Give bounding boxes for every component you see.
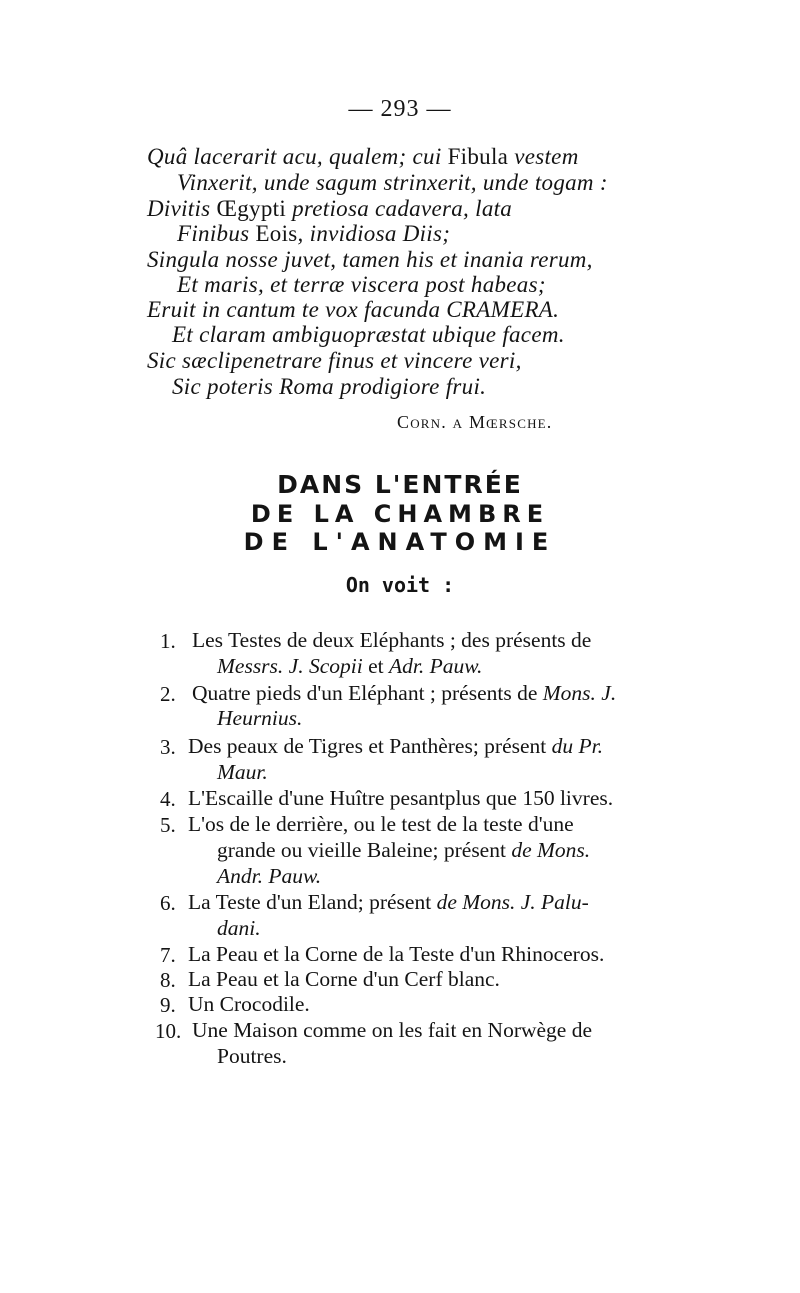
item-3-text: Des peaux de Tigres et Panthères; présent <box>188 734 552 758</box>
item-4-line-1: L'Escaille d'une Huître pesantplus que 150 livres. <box>188 786 614 810</box>
poem-line-4-part-b: Eois <box>255 221 298 246</box>
item-number: 10. <box>155 1019 182 1043</box>
poem-line-3-part-a: Divitis <box>147 196 217 221</box>
poem-line-7: Eruit in cantum te vox facunda CRAMERA. <box>147 297 560 322</box>
item-number: 9. <box>160 993 176 1017</box>
section-heading-line-3: DE L'ANATOMIE <box>243 528 557 556</box>
poem-line-4-part-a: Finibus <box>177 221 256 246</box>
poem-line-3 <box>147 196 512 222</box>
item-10-line-2: Poutres. <box>217 1044 287 1068</box>
item-3-line-2: Maur. <box>217 760 268 784</box>
poem-signature: Corn. a Mœrsche. <box>397 412 553 432</box>
poem-line-8: Et claram ambiguopræstat ubique facem. <box>172 322 565 347</box>
item-3-donor: du Pr. <box>551 734 604 758</box>
poem-line-1-part-c: vestem <box>508 144 579 169</box>
poem-line-4 <box>177 221 450 247</box>
item-6-text: La Teste d'un Eland; présent <box>188 890 437 914</box>
poem-line-4-part-c: , invidiosa Diis; <box>297 221 451 246</box>
section-heading-line-1: DANS L'ENTRÉE <box>277 470 523 499</box>
section-heading-line-2: DE LA CHAMBRE <box>250 500 550 528</box>
item-5-text: grande ou vieille Baleine; présent <box>217 838 512 862</box>
item-10-line-1: Une Maison comme on les fait en Norwège de <box>192 1018 593 1042</box>
item-7-line-1: La Peau et la Corne de la Teste d'un Rhinoceros. <box>188 942 605 966</box>
item-6-donor: de Mons. J. Palu- <box>436 890 589 914</box>
item-number: 1. <box>160 629 176 653</box>
item-2-line-2: Heurnius. <box>217 706 303 730</box>
item-1-conjunction: et <box>362 654 389 678</box>
page-number: — 293 — <box>348 96 452 122</box>
item-number: 7. <box>160 943 176 967</box>
item-5-line-2 <box>217 838 590 863</box>
item-5-line-1: L'os de le derrière, ou le test de la teste d'une <box>188 812 574 836</box>
poem-line-1-part-a: Quâ lacerarit acu, qualem; cui <box>147 144 448 169</box>
item-number: 2. <box>160 682 176 706</box>
poem-line-1-part-b: Fibula <box>447 144 509 169</box>
intro-text: On voit : <box>345 573 455 597</box>
item-number: 4. <box>160 787 176 811</box>
poem-line-1 <box>147 144 579 170</box>
item-5-line-3: Andr. Pauw. <box>217 864 322 888</box>
item-2-text: Quatre pieds d'un Eléphant ; présents de <box>192 681 543 705</box>
item-8-line-1: La Peau et la Corne d'un Cerf blanc. <box>188 967 500 991</box>
poem-line-3-part-c: pretiosa cadavera, lata <box>286 196 513 221</box>
item-6-line-2: dani. <box>217 916 261 940</box>
item-1-donor: Messrs. J. Scopii <box>217 654 363 678</box>
poem-line-9: Sic sæclipenetrare finus et vincere veri, <box>147 348 522 373</box>
item-1-line-1: Les Testes de deux Eléphants ; des présents de <box>192 628 592 652</box>
item-number: 8. <box>160 968 176 992</box>
item-9-line-1: Un Crocodile. <box>188 992 310 1016</box>
item-2-donor: Mons. J. <box>542 681 617 705</box>
item-2-line-1 <box>192 681 616 706</box>
poem-line-2: Vinxerit, unde sagum strinxerit, unde togam : <box>177 170 608 195</box>
item-1-donor-2: Adr. Pauw. <box>388 654 483 678</box>
item-1-line-2 <box>217 654 482 679</box>
item-3-line-1 <box>188 734 603 759</box>
poem-line-5: Singula nosse juvet, tamen his et inania rerum, <box>147 247 593 272</box>
poem-line-6: Et maris, et terræ viscera post habeas; <box>177 272 546 297</box>
item-number: 5. <box>160 813 176 837</box>
poem-line-10: Sic poteris Roma prodigiore frui. <box>172 374 487 399</box>
poem-line-3-part-b: Œgypti <box>216 196 287 221</box>
item-number: 6. <box>160 891 176 915</box>
item-6-line-1 <box>188 890 589 915</box>
item-5-donor: de Mons. <box>511 838 591 862</box>
item-number: 3. <box>160 735 176 759</box>
